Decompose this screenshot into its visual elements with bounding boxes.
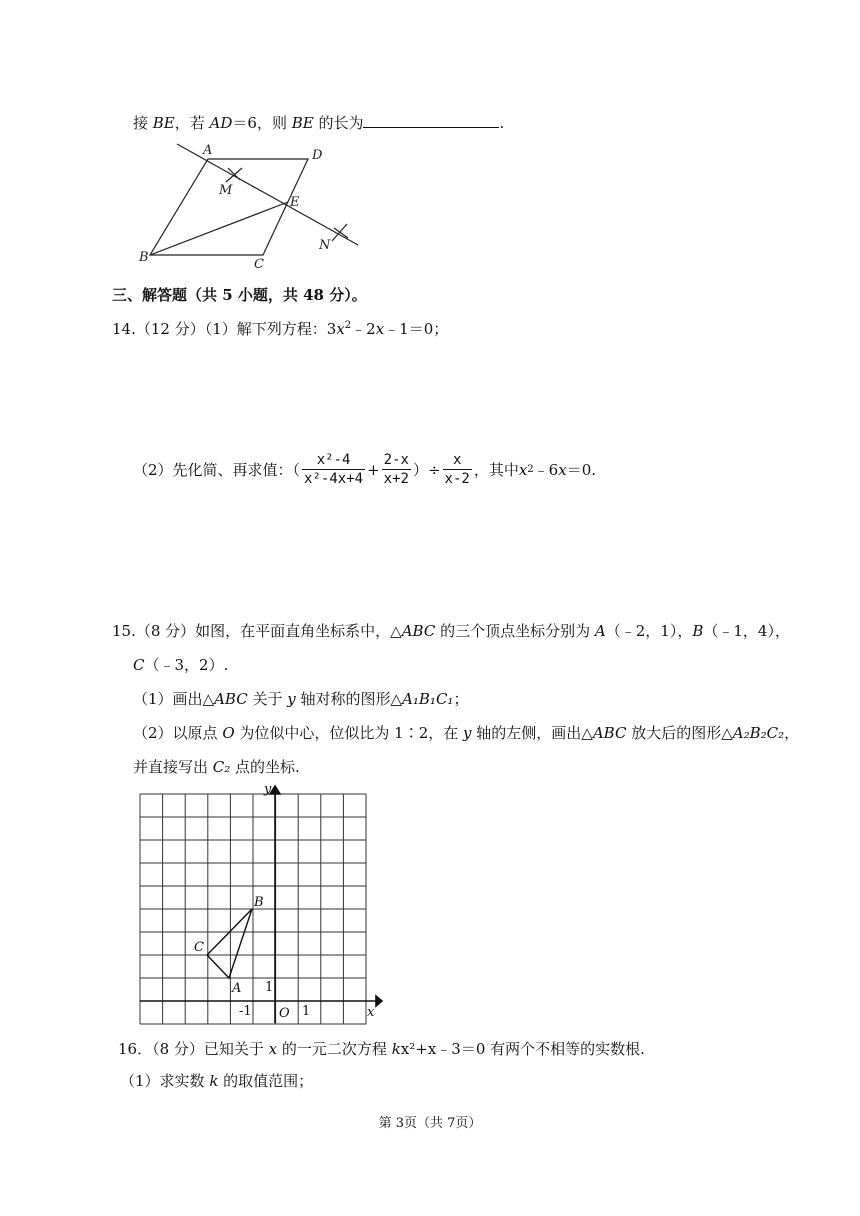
q14-text: 14.（12 分）（1）解下列方程：3 — [112, 320, 337, 338]
q15-text: C₂ — [212, 758, 231, 776]
y-axis-label: y — [264, 782, 272, 797]
fraction-numerator: x — [443, 452, 472, 470]
q15-text: C — [133, 656, 145, 674]
q15-text: 的三个顶点坐标分别为 — [435, 622, 595, 640]
q13-text: ，若 — [174, 114, 210, 132]
vertex-c-label: C — [194, 940, 204, 955]
q14-text: ，其中 — [473, 461, 519, 479]
q16-text: k — [391, 1040, 401, 1058]
q15-text: （﹣3，2）. — [144, 656, 229, 674]
q14-text: x — [336, 320, 345, 338]
q16-text: x — [268, 1040, 278, 1058]
q15-text: O — [222, 724, 235, 742]
q15-text: 轴对称的图形△ — [295, 690, 403, 708]
q15-line1 — [112, 620, 790, 641]
q16-text: k — [209, 1072, 219, 1090]
q15-text: y — [463, 724, 472, 742]
q13-text: 的长为 — [313, 114, 364, 132]
tick-label-x1: 1 — [302, 1004, 311, 1019]
page-footer: 第 3页（共 7页） — [378, 1116, 482, 1131]
q16-text: x²+x﹣3＝0 有两个不相等的实数根. — [400, 1040, 645, 1058]
q16-text: 的一元二次方程 — [277, 1040, 392, 1058]
q15-text: B — [692, 622, 704, 640]
label-e: E — [290, 195, 300, 210]
q14-text: x — [518, 460, 528, 479]
coordinate-grid — [130, 782, 390, 1030]
fraction-denominator: x+2 — [383, 471, 409, 487]
label-n: N — [319, 238, 331, 253]
fraction-numerator: x²-4 — [302, 452, 365, 470]
q15-text: 关于 — [247, 690, 288, 708]
q14-text: ）÷ — [412, 461, 441, 479]
q15-text: A₁B₁C₁ — [402, 690, 454, 708]
q16-part1 — [120, 1070, 313, 1091]
label-d: D — [312, 148, 323, 163]
q16-text: （1）求实数 — [120, 1072, 210, 1090]
q13-text: ＝6，则 — [232, 114, 292, 132]
q15-part2 — [133, 722, 799, 743]
q16-text: 16．（8 分）已知关于 — [118, 1040, 269, 1058]
q14-text: （2）先化简、再求值：（ — [133, 461, 301, 479]
q15-text: （2）以原点 — [133, 724, 223, 742]
q13-tail-line — [133, 112, 504, 133]
exponent: 2 — [527, 464, 534, 475]
q15-text: 点的坐标. — [230, 758, 300, 776]
fraction-1 — [302, 452, 365, 487]
fraction-3 — [443, 452, 472, 487]
q14-text: x — [558, 460, 567, 479]
q15-text: ABC — [401, 622, 436, 640]
vertex-a-label: A — [232, 981, 242, 996]
q13-text: BE — [291, 114, 314, 132]
label-b: B — [139, 250, 149, 265]
fraction-denominator: x-2 — [444, 471, 470, 487]
section-heading: 三、解答题（共 5 小题，共 48 分）。 — [112, 286, 367, 304]
x-axis-label: x — [367, 1005, 375, 1020]
q15-text: 为位似中心，位似比为 1∶2，在 — [234, 724, 464, 742]
q13-text: AD — [209, 114, 233, 132]
q15-part2-cont — [133, 756, 300, 777]
q15-text: （1）画出△ — [133, 690, 215, 708]
q15-text: ABC — [592, 724, 627, 742]
q13-text: . — [499, 114, 505, 132]
fraction-denominator: x²-4x+4 — [304, 471, 364, 487]
q15-text: 轴的左侧，画出△ — [471, 724, 593, 742]
q13-text: 接 — [133, 114, 153, 132]
q15-text: ； — [453, 690, 469, 708]
q15-text: y — [287, 690, 296, 708]
q15-text: 15.（8 分）如图，在平面直角坐标系中，△ — [112, 622, 402, 640]
q14-text: ﹣1＝0； — [384, 320, 449, 338]
q15-text: （﹣2，1）， — [605, 622, 693, 640]
q14-line2 — [133, 452, 596, 487]
q14-line1 — [112, 318, 448, 339]
q16-text: 的取值范围； — [218, 1072, 314, 1090]
tick-label-y1: 1 — [265, 980, 274, 995]
x-axis-arrow — [376, 996, 382, 1006]
q15-part1 — [133, 688, 468, 709]
tick-label-xneg1: -1 — [239, 1004, 252, 1019]
triangle-abc — [207, 909, 252, 978]
q15-text: ABC — [214, 690, 248, 708]
label-m: M — [219, 183, 233, 198]
q15-text: ， — [784, 724, 800, 742]
q15-text: A — [594, 622, 606, 640]
fraction-numerator: 2-x — [383, 452, 409, 468]
fraction-2 — [382, 452, 411, 487]
y-axis-arrow — [270, 786, 280, 794]
parallelogram-figure — [130, 138, 370, 270]
exponent: 2 — [344, 320, 352, 331]
label-a: A — [203, 143, 213, 158]
origin-label: O — [279, 1006, 290, 1021]
q14-text: ＝0. — [566, 461, 596, 479]
q16-line1 — [118, 1038, 645, 1059]
q14-text: ﹣6 — [533, 461, 559, 479]
q14-text: x — [375, 320, 385, 338]
q15-line2 — [133, 654, 228, 675]
q14-text: ﹣2 — [351, 320, 376, 338]
q15-text: A₂B₂C₂ — [732, 724, 785, 742]
label-c: C — [254, 257, 264, 270]
vertex-b-label: B — [254, 895, 264, 910]
plus-sign: + — [367, 460, 380, 479]
q15-text: 放大后的图形△ — [626, 724, 733, 742]
q15-text: （﹣1，4）， — [703, 622, 790, 640]
q15-text: 并直接写出 — [133, 758, 213, 776]
answer-blank[interactable] — [363, 113, 499, 128]
q13-text: BE — [152, 114, 175, 132]
